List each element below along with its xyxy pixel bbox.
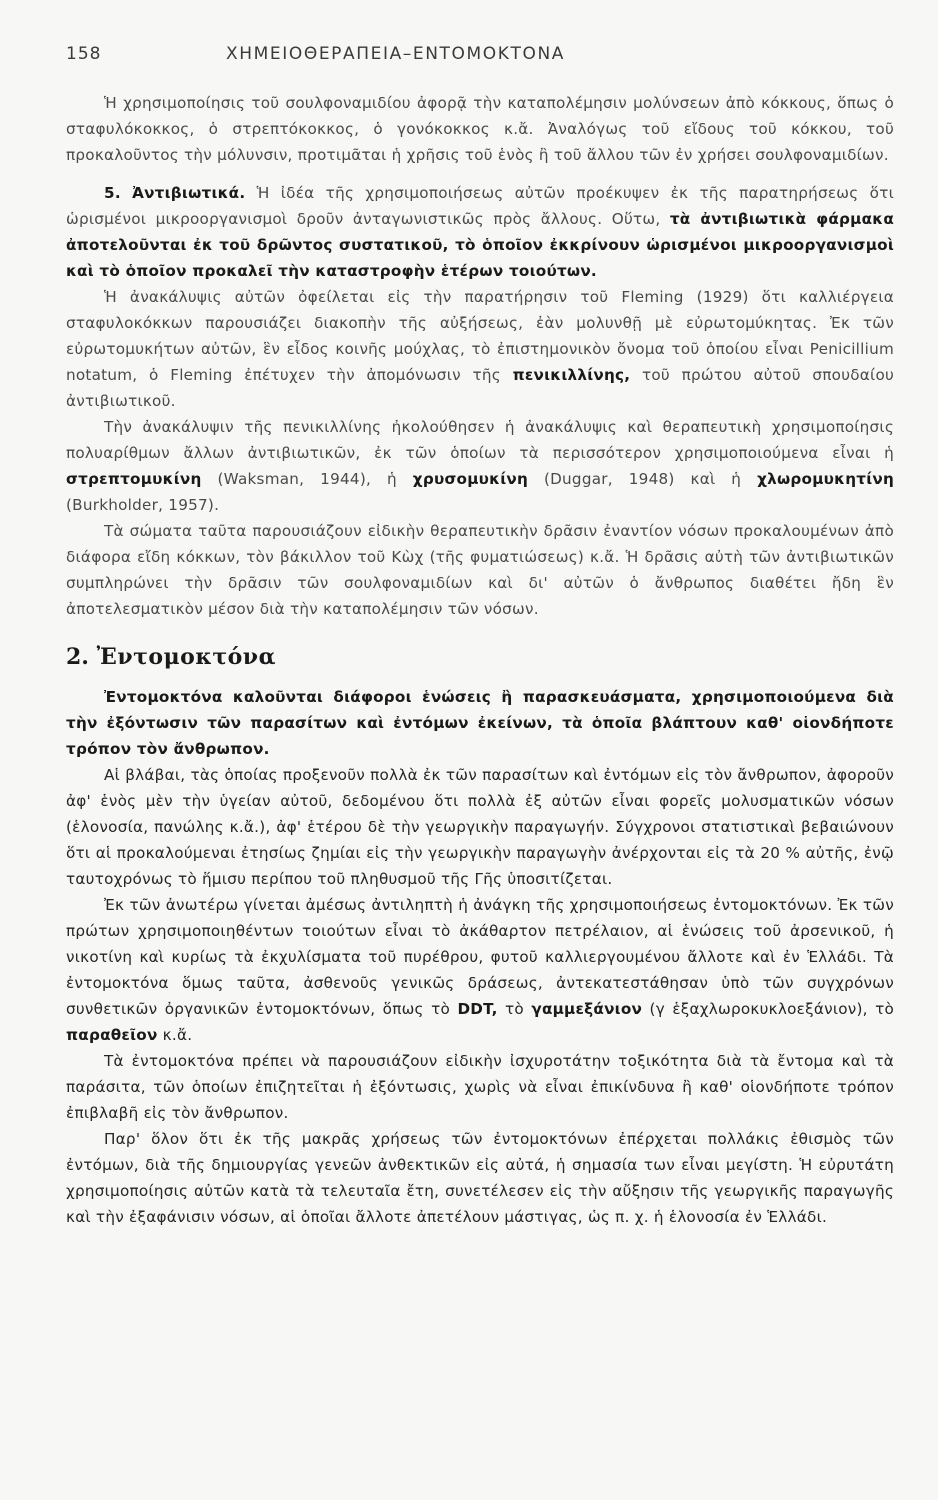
insecticides-paragraph-1 [66,762,894,892]
streptomycin-term: στρεπτομυκίνη [66,470,202,488]
antibiotics-p3-text-c: (Duggar, 1948) καὶ ἡ [543,470,742,488]
antibiotics-paragraph-1 [66,180,894,284]
running-title: ΧΗΜΕΙΟΘΕΡΑΠΕΙΑ–ΕΝΤΟΜΟΚΤΟΝΑ [226,44,566,64]
antibiotics-paragraph-2 [66,284,894,414]
insecticides-p2-text-d: κ.ἄ. [162,1026,193,1044]
damage-percent: 20 % [760,844,801,862]
antibiotics-number: 5. [104,184,121,202]
insecticides-paragraph-2 [66,892,894,1048]
section-title: Ἐντομοκτόνα [96,644,277,670]
antibiotics-paragraph-4: Τὰ σώματα ταῦτα παρουσιάζουν εἰδικὴν θεραπευτικὴν δρᾶσιν ἐναντίον νόσων προκαλουμένων ἀπὸ διάφορα εἴδη κόκκων, τὸν βάκιλλον τοῦ Κὼχ (τῆς φυματιώσεως) κ.ἄ. Ἡ δρᾶσις αὐτὴ τῶν ἀντιβιωτικῶν συμπληρώνει τὴν δρᾶσιν τῶν σουλφοναμιδίων καὶ δι' αὐτῶν ὁ ἄνθρωπος διαθέτει ἤδη ἓν ἀποτελεσματικὸν μέσον διὰ τὴν καταπολέμησιν τῶν νόσων. [66,522,894,618]
antibiotics-title: Ἀντιβιωτικά. [132,184,246,202]
insecticides-definition-text: Ἐντομοκτόνα καλοῦνται διάφοροι ἑνώσεις ἢ παρασκευάσματα, χρησιμοποιούμενα διὰ τὴν ἐξόντωσιν τῶν παρασίτων καὶ ἐντόμων ἐκείνων, τὰ ὁποῖα βλάπτουν καθ' οἱονδήποτε τρόπον τὸν ἄνθρωπον. [66,688,894,758]
insecticides-p1-text-a: Αἱ βλάβαι, τὰς ὁποίας προξενοῦν πολλὰ ἐκ τῶν παρασίτων καὶ ἐντόμων εἰς τὸν ἄνθρωπον, ἀφοροῦν ἀφ' ἑνὸς μὲν τὴν ὑγείαν αὐτοῦ, δεδομένου ὅτι πολλὰ ἐξ αὐτῶν εἶναι φορεῖς μολυσματικῶν νόσων (ἑλονοσία, πανώλης κ.ἄ.), ἀφ' ἑτέρου δὲ τὴν γεωργικὴν παραγωγήν. Σύγχρονοι στατιστικαὶ βεβαιώνουν ὅτι αἱ προκαλούμεναι ἐτησίως ζημίαι εἰς τὴν γεωργικὴν παραγωγὴν ἀνέρχονται εἰς τὰ [66,766,894,862]
antibiotics-p1-text: Ἡ ἰδέα τῆς χρησιμοποιήσεως αὐτῶν προέκυψεν ἐκ τῆς παρατηρήσεως ὅτι ὡρισμένοι μικροοργανισμοὶ δροῦν ἀνταγωνιστικῶς πρὸς ἄλλους. Οὕτω, [66,184,894,228]
insecticides-paragraph-4: Παρ' ὅλον ὅτι ἐκ τῆς μακρᾶς χρήσεως τῶν ἐντομοκτόνων ἐπέρχεται πολλάκις ἐθισμὸς τῶν ἐντόμων, διὰ τῆς δημιουργίας γενεῶν ἀνθεκτικῶν εἰς αὐτά, ἡ σημασία των εἶναι μεγίστη. Ἡ εὐρυτάτη χρησιμοποίησις αὐτῶν κατὰ τὰ τελευταῖα ἔτη, συνετέλεσεν εἰς τὴν αὔξησιν τῆς γεωργικῆς παραγωγῆς καὶ τὴν ἐξαφάνισιν νόσων, αἱ ὁποῖαι ἄλλοτε ἀπετέλουν μάστιγας, ὡς π. χ. ἡ ἑλονοσία ἐν Ἑλλάδι. [66,1130,894,1226]
intro-paragraph: Ἡ χρησιμοποίησις τοῦ σουλφοναμιδίου ἀφορᾷ τὴν καταπολέμησιν μολύνσεων ἀπὸ κόκκους, ὅπως ὁ σταφυλόκοκκος, ὁ στρεπτόκοκκος, ὁ γονόκοκκος κ.ἄ. Ἀναλόγως τοῦ εἴδους τοῦ κόκκου, τοῦ προκαλοῦντος τὴν μόλυνσιν, προτιμᾶται ἡ χρῆσις τοῦ ἑνὸς ἢ τοῦ ἄλλου τῶν ἐν χρήσει σουλφοναμιδίων. [66,94,894,164]
antibiotics-definition: τὰ ἀντιβιωτικὰ φάρμακα ἀποτελοῦνται ἐκ τοῦ δρῶντος συστατικοῦ, τὸ ὁποῖον ἐκκρίνουν ὡρισμένοι μικροοργανισμοὶ καὶ τὸ ὁποῖον προκαλεῖ τὴν καταστροφὴν ἑτέρων τοιούτων. [66,210,895,280]
antibiotics-paragraph-3 [66,414,894,518]
insecticides-p2-text-b: τὸ [505,1000,524,1018]
page-number: 158 [66,44,102,64]
antibiotics-p3-text-d: (Burkholder, 1957). [66,496,220,514]
insecticides-definition [66,684,894,762]
chloromycetin-term: χλωρομυκητίνη [757,470,895,488]
parathion-term: παραθεῖον [66,1026,158,1044]
section-heading-insecticides [66,644,894,670]
chrysomycin-term: χρυσομυκίνη [412,470,529,488]
section-number: 2. [66,644,89,670]
insecticides-p1-text-b: αὐτῆς, ἐνῷ ταυτοχρόνως τὸ ἥμισυ περίπου τοῦ πληθυσμοῦ τῆς Γῆς ὑποσιτίζεται. [66,844,894,888]
antibiotics-p2-text-a: Ἡ ἀνακάλυψις αὐτῶν ὀφείλεται εἰς τὴν παρατήρησιν τοῦ Fleming (1929) ὅτι καλλιέργεια σταφυλοκόκκων παρουσιάζει διακοπὴν τῆς αὐξήσεως, ἐὰν μολυνθῇ μὲ εὐρωτομύκητας. Ἐκ τῶν εὐρωτομυκήτων αὐτῶν, ἓν εἶδος κοινῆς μούχλας, τὸ ἐπιστημονικὸν ὄνομα τοῦ ὁποίου εἶναι Penicillium notatum, ὁ Fleming ἐπέτυχεν τὴν ἀπομόνωσιν τῆς [66,288,894,384]
antibiotics-p3-text-b: (Waksman, 1944), ἡ [217,470,397,488]
ddt-term: DDT, [457,1000,498,1018]
penicillin-term: πενικιλλίνης, [512,366,631,384]
gammexane-term: γαμμεξάνιον [531,1000,643,1018]
insecticides-p2-text-a: Ἐκ τῶν ἀνωτέρω γίνεται ἀμέσως ἀντιληπτὴ ἡ ἀνάγκη τῆς χρησιμοποιήσεως ἐντομοκτόνων. Ἐκ τῶν πρώτων χρησιμοποιηθέντων τοιούτων εἶναι τὸ ἀκάθαρτον πετρέλαιον, αἱ ἑνώσεις τοῦ ἀρσενικοῦ, ἡ νικοτίνη καὶ κυρίως τὰ ἐκχυλίσματα τοῦ πυρέθρου, φυτοῦ καλλιεργουμένου ἄλλοτε καὶ ἐν Ἑλλάδι. Τὰ ἐντομοκτόνα ὅμως ταῦτα, ἀσθενοῦς γενικῶς δράσεως, ἀντεκατεστάθησαν ὑπὸ τῶν συγχρόνων συνθετικῶν ὀργανικῶν ἐντομοκτόνων, ὅπως τὸ [66,896,894,1018]
insecticides-p2-text-c: (γ ἑξαχλωροκυκλοεξάνιον), τὸ [649,1000,895,1018]
insecticides-paragraph-3: Τὰ ἐντομοκτόνα πρέπει νὰ παρουσιάζουν εἰδικὴν ἰσχυροτάτην τοξικότητα διὰ τὰ ἔντομα καὶ τὰ παράσιτα, τῶν ὁποίων ἐπιζητεῖται ἡ ἐξόντωσις, χωρὶς νὰ εἶναι ἐπικίνδυνα ἢ καθ' οἱονδήποτε τρόπον ἐπιβλαβῆ εἰς τὸν ἄνθρωπον. [66,1052,894,1122]
antibiotics-p3-text-a: Τὴν ἀνακάλυψιν τῆς πενικιλλίνης ἠκολούθησεν ἡ ἀνακάλυψις καὶ θεραπευτικὴ χρησιμοποίησις πολυαρίθμων ἄλλων ἀντιβιωτικῶν, ἐκ τῶν ὁποίων τὰ περισσότερον χρησιμοποιούμενα εἶναι ἡ [66,418,894,462]
antibiotics-p2-text-b: τοῦ πρώτου αὐτοῦ σπουδαίου ἀντιβιωτικοῦ. [66,366,895,410]
running-head [66,44,894,74]
